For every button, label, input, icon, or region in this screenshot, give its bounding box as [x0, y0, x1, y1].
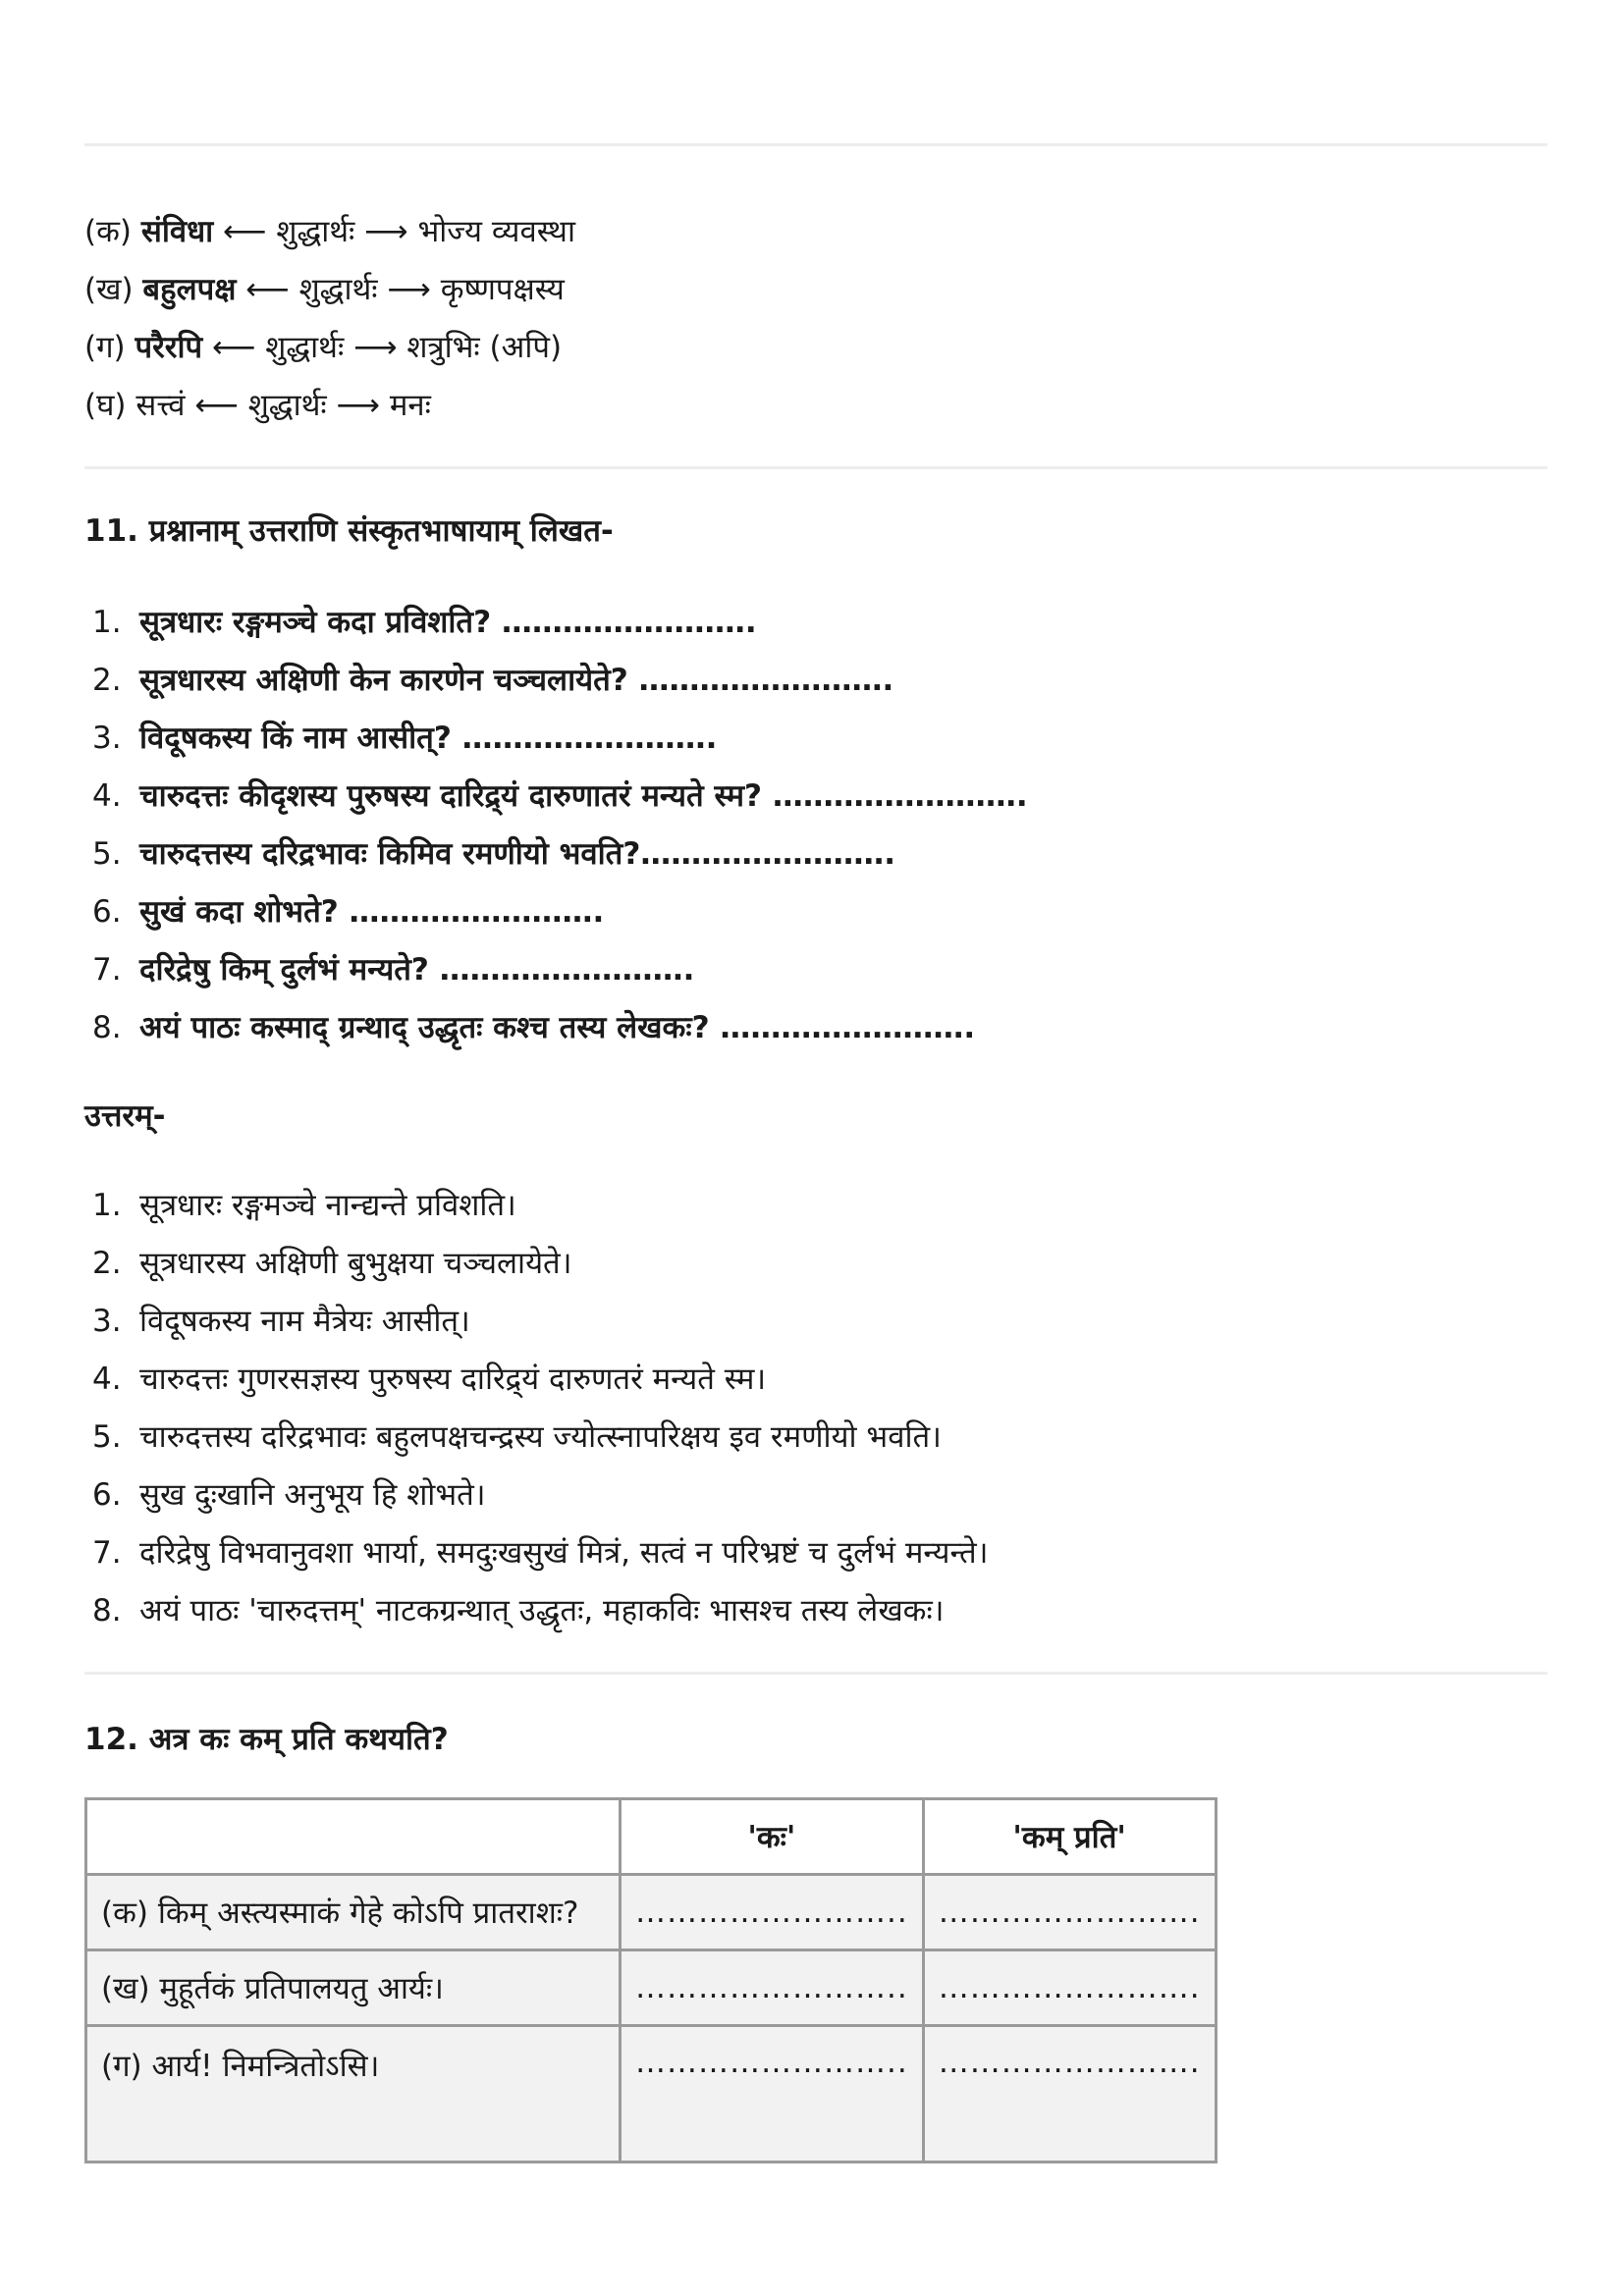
table-cell: (ख) मुहूर्तकं प्रतिपालयतु आर्यः।: [86, 1950, 621, 2026]
vocab-word: सत्त्वं: [135, 388, 186, 423]
list-item: [84, 1302, 988, 1360]
question-text: अयं पाठः कस्माद् ग्रन्थाद् उद्धृतः कश्च तस्य लेखकः? …………………….: [139, 1010, 976, 1045]
item-number: 2.: [92, 1246, 122, 1281]
q12-heading: 12. अत्र कः कम् प्रति कथयति?: [84, 1722, 449, 1757]
vocab-middle: शुद्धार्थः: [265, 330, 345, 365]
table-header-cell: [86, 1799, 621, 1875]
item-number: 8.: [92, 1010, 122, 1045]
table-header-cell: 'कः': [621, 1799, 924, 1875]
speaker-table: [84, 1797, 1217, 2163]
list-item: [84, 1591, 988, 1649]
left-arrow-icon: ⟵: [194, 388, 239, 423]
list-item: [84, 719, 1028, 776]
answer-text: चारुदत्तस्य दरिद्रभावः बहुलपक्षचन्द्रस्य ज्योत्स्नापरिक्षय इव रमणीयो भवति।: [139, 1419, 942, 1455]
vocab-line: [84, 212, 575, 251]
left-arrow-icon: ⟵: [223, 214, 267, 249]
vocab-label: (ग): [84, 330, 126, 365]
question-text: विदूषकस्य किं नाम आसीत्? …………………….: [139, 721, 718, 756]
item-number: 3.: [92, 721, 122, 756]
list-item: [84, 1360, 988, 1417]
left-arrow-icon: ⟵: [245, 272, 290, 307]
question-text: दरिद्रेषु किम् दुर्लभं मन्यते? …………………….: [139, 952, 695, 988]
vocab-label: (ख): [84, 272, 134, 307]
right-arrow-icon: ⟶: [387, 272, 431, 307]
divider-before-q11: [84, 466, 1547, 469]
q11-heading: 11. प्रश्नानाम् उत्तराणि संस्कृतभाषायाम् लिखत-: [84, 513, 614, 549]
item-number: 6.: [92, 894, 122, 930]
question-text: चारुदत्तस्य दरिद्रभावः किमिव रमणीयो भवति?…………………….: [139, 836, 896, 872]
table-cell: (क) किम् अस्त्यस्माकं गेहे कोऽपि प्रातराशः?: [86, 1875, 621, 1950]
answer-text: दरिद्रेषु विभवानुवशा भार्या, समदुःखसुखं मित्रं, सत्वं न परिभ्रष्टं च दुर्लभं मन्यन्ते।: [139, 1535, 989, 1571]
blank-cell[interactable]: ……………………..: [621, 2026, 924, 2163]
blank-cell[interactable]: …………………….: [923, 1950, 1216, 2026]
item-number: 4.: [92, 1362, 122, 1397]
right-arrow-icon: ⟶: [353, 330, 398, 365]
blank-cell[interactable]: ……………………..: [621, 1875, 924, 1950]
vocab-label: (घ): [84, 388, 127, 423]
list-item: [84, 603, 1028, 661]
table-row: [86, 1950, 1217, 2026]
table-row: [86, 2026, 1217, 2163]
question-text: सूत्रधारस्य अक्षिणी केन कारणेन चञ्चलायेते? …………………….: [139, 663, 894, 698]
question-text: चारुदत्तः कीदृशस्य पुरुषस्य दारिद्र्यं दारुणातरं मन्यते स्म? …………………….: [139, 778, 1028, 814]
vocab-meaning: शत्रुभिः (अपि): [406, 330, 563, 365]
answer-text: सूत्रधारस्य अक्षिणी बुभुक्षया चञ्चलायेते।: [139, 1246, 572, 1281]
vocab-meaning: भोज्य व्यवस्था: [417, 214, 575, 249]
table-cell: (ग) आर्य! निमन्त्रितोऽसि।: [86, 2026, 621, 2163]
list-item: [84, 1186, 988, 1244]
answer-text: सूत्रधारः रङ्गमञ्चे नान्द्यन्ते प्रविशति।: [139, 1188, 516, 1223]
vocab-label: (क): [84, 214, 132, 249]
item-number: 2.: [92, 663, 122, 698]
answer-text: विदूषकस्य नाम मैत्रेयः आसीत्।: [139, 1304, 470, 1339]
table-header-row: [86, 1799, 1217, 1875]
list-item: [84, 1533, 988, 1591]
right-arrow-icon: ⟶: [336, 388, 380, 423]
list-item: [84, 834, 1028, 892]
blank-cell[interactable]: …………………….: [923, 1875, 1216, 1950]
table-header-cell: 'कम् प्रति': [923, 1799, 1216, 1875]
list-item: [84, 892, 1028, 950]
item-number: 5.: [92, 836, 122, 872]
item-number: 4.: [92, 778, 122, 814]
answer-text: सुख दुःखानि अनुभूय हि शोभते।: [139, 1477, 486, 1513]
vocab-middle: शुद्धार्थः: [247, 388, 327, 423]
list-item: [84, 1008, 1028, 1066]
vocab-word: परैरपि: [135, 330, 203, 365]
vocab-meaning: मनः: [389, 388, 431, 423]
left-arrow-icon: ⟵: [211, 330, 256, 365]
table-row: [86, 1875, 1217, 1950]
answer-text: अयं पाठः 'चारुदत्तम्' नाटकग्रन्थात् उद्धृतः, महाकविः भासश्च तस्य लेखकः।: [139, 1593, 945, 1629]
answer-heading: उत्तरम्-: [84, 1098, 166, 1134]
list-item: [84, 776, 1028, 834]
item-number: 1.: [92, 605, 122, 640]
right-arrow-icon: ⟶: [364, 214, 408, 249]
item-number: 1.: [92, 1188, 122, 1223]
vocab-line: [84, 270, 565, 309]
item-number: 7.: [92, 1535, 122, 1571]
item-number: 6.: [92, 1477, 122, 1513]
question-text: सुखं कदा शोभते? …………………….: [139, 894, 605, 930]
divider-before-q12: [84, 1672, 1547, 1675]
vocab-word: बहुलपक्ष: [142, 272, 237, 307]
top-divider: [84, 143, 1547, 146]
vocab-word: संविधा: [140, 214, 214, 249]
answer-text: चारुदत्तः गुणरसज्ञस्य पुरुषस्य दारिद्र्यं दारुणतरं मन्यते स्म।: [139, 1362, 767, 1397]
list-item: [84, 1244, 988, 1302]
item-number: 3.: [92, 1304, 122, 1339]
item-number: 8.: [92, 1593, 122, 1629]
question-text: सूत्रधारः रङ्गमञ्चे कदा प्रविशति? …………………….: [139, 605, 757, 640]
list-item: [84, 1475, 988, 1533]
vocab-middle: शुद्धार्थः: [298, 272, 378, 307]
blank-cell[interactable]: …………………….: [923, 2026, 1216, 2163]
list-item: [84, 950, 1028, 1008]
item-number: 7.: [92, 952, 122, 988]
list-item: [84, 661, 1028, 719]
vocab-middle: शुद्धार्थः: [276, 214, 355, 249]
q11-answer-list: [84, 1186, 988, 1649]
vocab-line: [84, 386, 431, 425]
vocab-line: [84, 328, 562, 367]
item-number: 5.: [92, 1419, 122, 1455]
vocab-meaning: कृष्णपक्षस्य: [440, 272, 565, 307]
q11-question-list: [84, 603, 1028, 1066]
list-item: [84, 1417, 988, 1475]
blank-cell[interactable]: ……………………..: [621, 1950, 924, 2026]
